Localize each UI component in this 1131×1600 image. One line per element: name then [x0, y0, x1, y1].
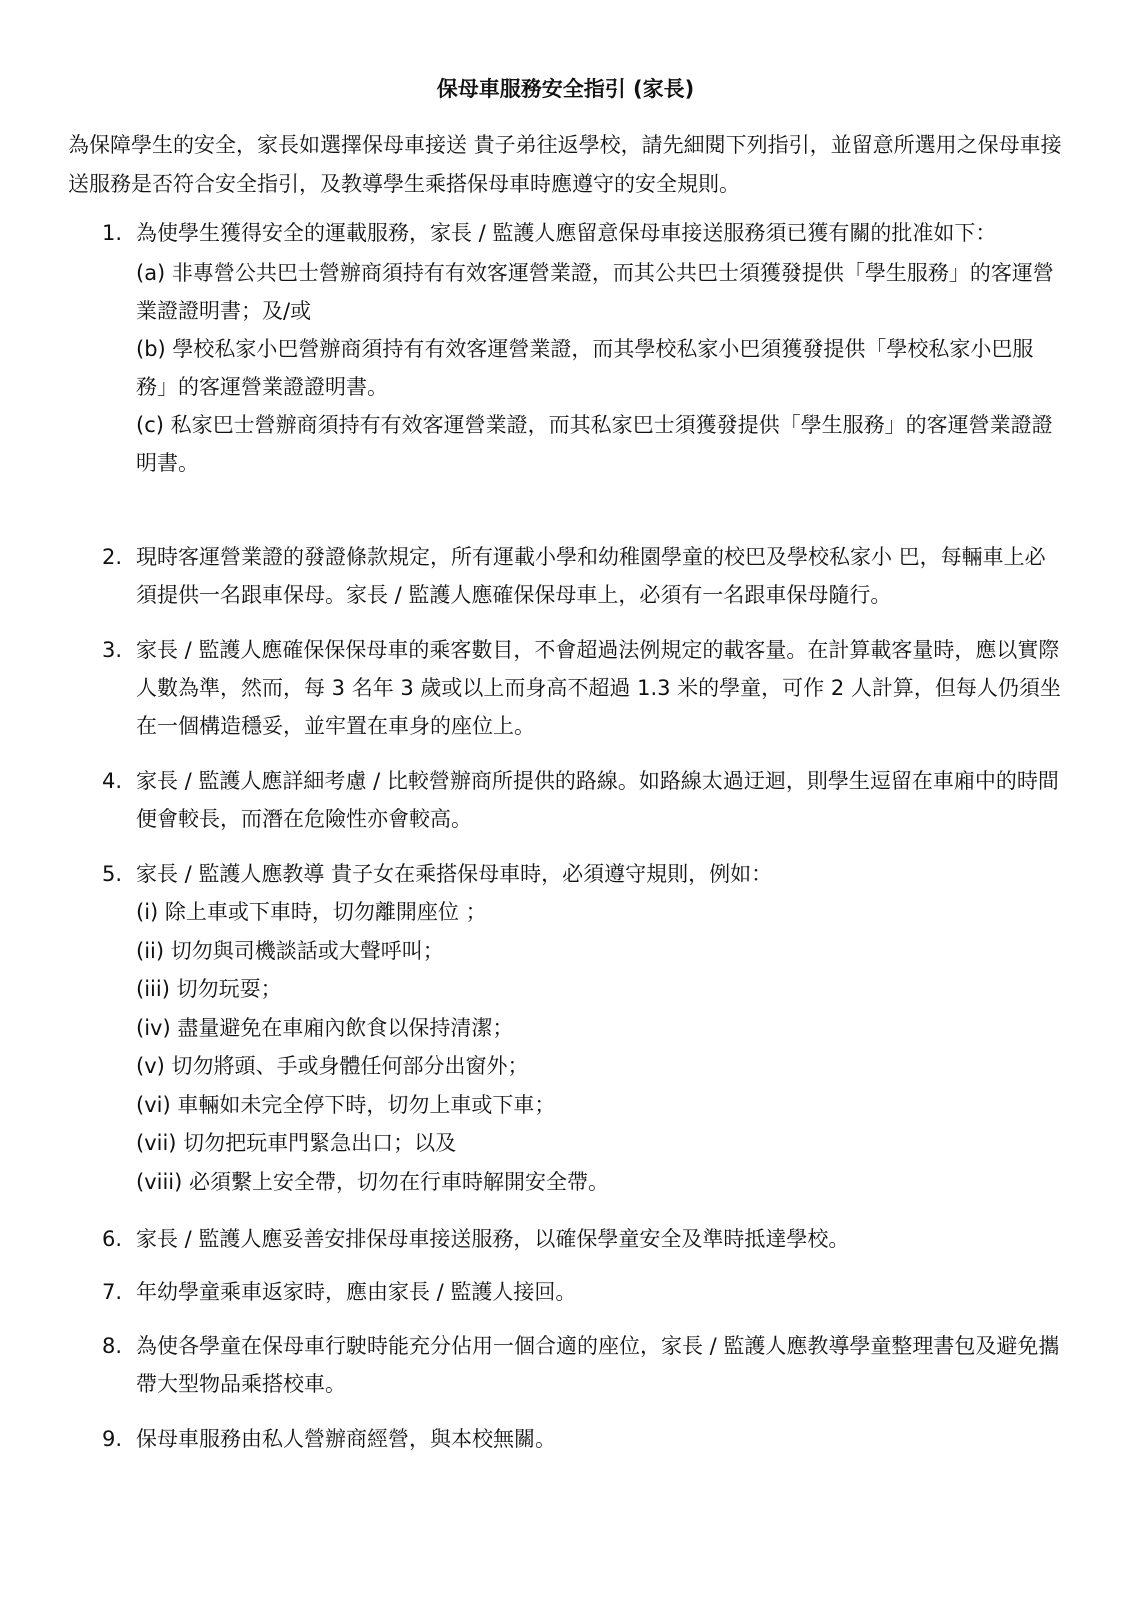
guideline-item-6 — [102, 1220, 1062, 1258]
sub-item-vi: (vi) 車輛如未完全停下時，切勿上車或下車； — [136, 1092, 556, 1117]
sub-item-ii: (ii) 切勿與司機談話或大聲呼叫； — [136, 938, 444, 963]
item-number: 6. — [102, 1227, 123, 1251]
sub-item-vii: (vii) 切勿把玩車門緊急出口；以及 — [136, 1131, 457, 1155]
sub-item-iv: (iv) 盡量避免在車廂內飲食以保持清潔； — [136, 1015, 514, 1040]
item-text: 現時客運營業證的發證條款規定，所有運載小學和幼稚園學童的校巴及學校私家小 巴，每輛車上必須提供一名跟車保母。家長 / 監護人應確保保母車上，必須有一名跟車保母隨行。 — [136, 545, 1046, 607]
item-text: 為使學生獲得安全的運載服務，家長 / 監護人應留意保母車接送服務須已獲有關的批准如下： — [136, 221, 997, 245]
sub-item-iii: (iii) 切勿玩耍； — [136, 977, 282, 1001]
item-number: 1. — [102, 221, 123, 245]
intro-paragraph: 為保障學生的安全，家長如選擇保母車接送 貴子弟往返學校，請先細閱下列指引，並留意所選用之保母車接送服務是否符合安全指引，及教導學生乘搭保母車時應遵守的安全規則。 — [68, 133, 1062, 196]
item-text: 家長 / 監護人應妥善安排保母車接送服務，以確保學童安全及準時抵達學校。 — [136, 1227, 850, 1251]
sub-item-i: (i) 除上車或下車時，切勿離開座位 ； — [136, 900, 487, 924]
guideline-item-5 — [102, 855, 1062, 1201]
item-text: 家長 / 監護人應確保保保母車的乘客數目，不會超過法例規定的載客量。在計算載客量時，應以實際人數為準，然而，每 3 名年 3 歲或以上而身高不超過 1.3 米的學童，可作 2 人計算，但每人仍須坐在一個構造穩妥，並牢置在車身的座位上。 — [136, 638, 1061, 738]
item-text: 家長 / 監護人應教導 貴子女在乘搭保母車時，必須遵守規則，例如： — [136, 862, 773, 886]
guideline-item-3 — [102, 631, 1062, 745]
sub-item-b: (b) 學校私家小巴營辦商須持有有效客運營業證，而其學校私家小巴須獲發提供「學校私家小巴服務」的客運營業證證明書。 — [136, 337, 1034, 399]
sub-item-viii: (viii) 必須繫上安全帶，切勿在行車時解開安全帶。 — [136, 1169, 609, 1194]
guideline-item-9 — [102, 1420, 1062, 1458]
sub-item-c: (c) 私家巴士營辦商須持有有效客運營業證，而其私家巴士須獲發提供「學生服務」的客運營業證證明書。 — [136, 413, 1053, 475]
item-number: 5. — [102, 862, 123, 886]
item-number: 9. — [102, 1427, 123, 1451]
guideline-item-7 — [102, 1273, 1062, 1311]
item-number: 7. — [102, 1280, 123, 1304]
item-text: 保母車服務由私人營辦商經營，與本校無關。 — [136, 1427, 556, 1451]
item-text: 為使各學童在保母車行駛時能充分佔用一個合適的座位，家長 / 監護人應教導學童整理書包及避免攜帶大型物品乘搭校車。 — [136, 1334, 1060, 1396]
guideline-item-8 — [102, 1327, 1062, 1403]
guideline-item-1 — [102, 214, 1062, 482]
item-number: 4. — [102, 769, 123, 793]
sub-item-v: (v) 切勿將頭、手或身體任何部分出窗外； — [136, 1054, 529, 1078]
item-text: 年幼學童乘車返家時，應由家長 / 監護人接回。 — [136, 1280, 577, 1304]
item-number: 8. — [102, 1334, 123, 1358]
document-title: 保母車服務安全指引 (家長) — [436, 77, 695, 101]
item-text: 家長 / 監護人應詳細考慮 / 比較營辦商所提供的路線。如路線太過迂迴，則學生逗留在車廂中的時間便會較長，而潛在危險性亦會較高。 — [136, 769, 1059, 831]
item-number: 2. — [102, 545, 123, 569]
item-number: 3. — [102, 638, 123, 662]
guideline-item-2 — [102, 538, 1062, 614]
guideline-item-4 — [102, 762, 1062, 838]
sub-item-a: (a) 非專營公共巴士營辦商須持有有效客運營業證，而其公共巴士須獲發提供「學生服務」的客運營業證證明書；及/或 — [136, 261, 1054, 323]
